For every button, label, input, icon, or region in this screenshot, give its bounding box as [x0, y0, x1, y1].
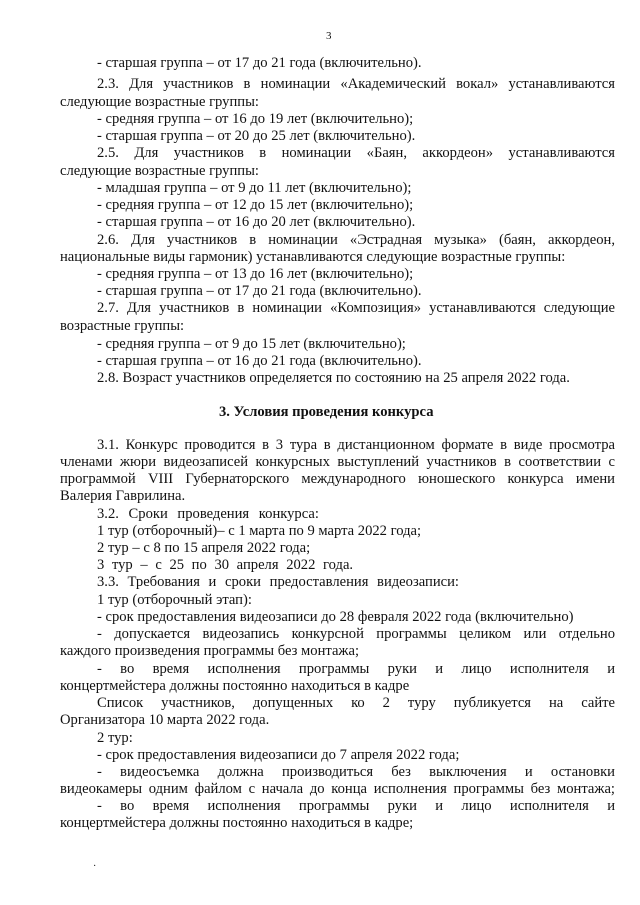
text-line: 3.1. Конкурс проводится в 3 тура в дистанционном формате в виде просмотра [97, 437, 615, 453]
text-line: 3.3. Требования и сроки предоставления видеозаписи: [97, 574, 459, 590]
text-line: - средняя группа – от 9 до 15 лет (включительно); [97, 336, 406, 352]
page-number: 3 [326, 30, 332, 42]
text-line: видеокамеры одним файлом с начала до конца исполнения программы без монтажа; [60, 781, 615, 797]
text-line: - старшая группа – от 17 до 21 года (включительно). [97, 55, 422, 71]
stray-mark: · [93, 861, 97, 872]
text-line: 1 тур (отборочный этап): [97, 592, 252, 608]
text-line: 2.3. Для участников в номинации «Академический вокал» устанавливаются [97, 76, 615, 92]
text-line: - видеосъемка должна производиться без выключения и остановки [97, 764, 615, 780]
text-line: - средняя группа – от 12 до 15 лет (включительно); [97, 197, 414, 213]
text-line: - во время исполнения программы руки и лицо исполнителя и [97, 661, 615, 677]
text-line: - старшая группа – от 16 до 21 года (включительно). [97, 353, 422, 369]
text-line: - старшая группа – от 20 до 25 лет (включительно). [97, 128, 416, 144]
text-line: - старшая группа – от 17 до 21 года (включительно). [97, 283, 422, 299]
text-line: 2.6. Для участников в номинации «Эстрадная музыка» (баян, аккордеон, [97, 232, 615, 248]
text-line: концертмейстера должны постоянно находиться в кадре; [60, 815, 414, 831]
text-line: - средняя группа – от 13 до 16 лет (включительно); [97, 266, 414, 282]
text-line: национальные виды гармоник) устанавливаются следующие возрастные группы: [60, 249, 566, 265]
section-heading: 3. Условия проведения конкурса [219, 404, 434, 420]
text-line: 1 тур (отборочный)– с 1 марта по 9 марта 2022 года; [97, 523, 422, 539]
text-line: следующие возрастные группы: [60, 163, 259, 179]
text-line: 2.5. Для участников в номинации «Баян, аккордеон» устанавливаются [97, 145, 615, 161]
text-line: Валерия Гаврилина. [60, 488, 186, 504]
text-line: Организатора 10 марта 2022 года. [60, 712, 270, 728]
text-line: - допускается видеозапись конкурсной программы целиком или отдельно [97, 626, 615, 642]
text-line: возрастные группы: [60, 318, 185, 334]
text-line: программой VIII Губернаторского международного юношеского конкурса имени [60, 471, 615, 487]
text-line: каждого произведения программы без монтажа; [60, 643, 360, 659]
text-line: - старшая группа – от 16 до 20 лет (включительно). [97, 214, 416, 230]
text-line: 2 тур – с 8 по 15 апреля 2022 года; [97, 540, 311, 556]
text-line: - во время исполнения программы руки и лицо исполнителя и [97, 798, 615, 814]
text-line: Список участников, допущенных ко 2 туру публикуется на сайте [97, 695, 615, 711]
text-line: членами жюри видеозаписей конкурсных выступлений участников в соответствии с [60, 454, 615, 470]
text-line: - срок предоставления видеозаписи до 7 апреля 2022 года; [97, 747, 460, 763]
text-line: 2.7. Для участников в номинации «Композиция» устанавливаются следующие [97, 300, 615, 316]
text-line: - средняя группа – от 16 до 19 лет (включительно); [97, 111, 414, 127]
text-line: концертмейстера должны постоянно находиться в кадре [60, 678, 410, 694]
text-line: - младшая группа – от 9 до 11 лет (включительно); [97, 180, 412, 196]
text-line: 2 тур: [97, 730, 133, 746]
text-line: 2.8. Возраст участников определяется по состоянию на 25 апреля 2022 года. [97, 370, 570, 386]
text-line: 3.2. Сроки проведения конкурса: [97, 506, 319, 522]
text-line: - срок предоставления видеозаписи до 28 февраля 2022 года (включительно) [97, 609, 574, 625]
text-line: следующие возрастные группы: [60, 94, 259, 110]
text-line: 3 тур – с 25 по 30 апреля 2022 года. [97, 557, 354, 573]
